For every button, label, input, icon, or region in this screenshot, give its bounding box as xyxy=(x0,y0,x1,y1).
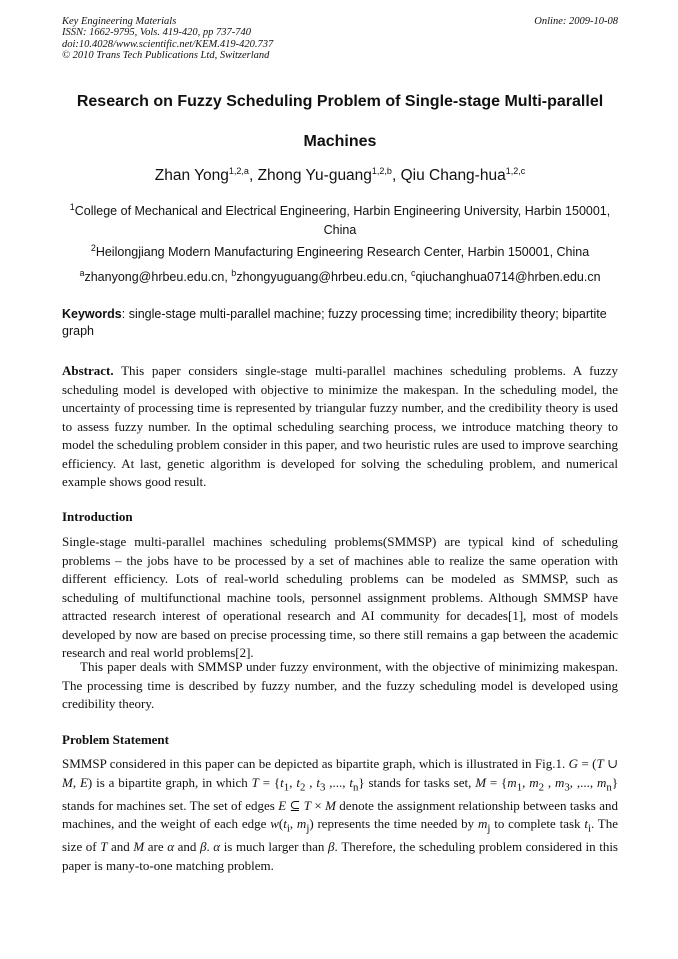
email-marker: c xyxy=(410,267,416,278)
math-var: T xyxy=(100,839,108,855)
keywords xyxy=(62,306,618,340)
text-run: . Therefore, the scheduling problem considered in this paper is many-to-one matching problem. xyxy=(62,839,618,873)
email-separator: , xyxy=(404,270,411,284)
text-run: ) is a bipartite graph, in which xyxy=(87,774,252,790)
text-run: , xyxy=(72,774,80,790)
math-var: m xyxy=(554,774,565,790)
math-var: β xyxy=(199,839,207,855)
affiliation-text: Heilongjiang Modern Manufacturing Engineering Research Center, Harbin 150001, China xyxy=(95,245,590,259)
author-separator: , xyxy=(391,167,401,184)
title-line-2: Machines xyxy=(303,133,377,150)
math-subscript: j xyxy=(487,822,491,835)
problem-statement-heading: Problem Statement xyxy=(62,732,169,747)
text-run: to complete task xyxy=(490,816,585,832)
journal-issn: ISSN: 1662-9795, Vols. 419-420, pp 737-740 xyxy=(62,27,251,39)
author-affiliation-marker: 1,2,c xyxy=(505,165,526,176)
title-line-1: Research on Fuzzy Scheduling Problem of Single-stage Multi-parallel xyxy=(76,93,604,110)
text-run: , xyxy=(544,774,555,790)
text-run: , xyxy=(305,774,317,790)
author-emails xyxy=(62,267,618,284)
text-run: and xyxy=(174,839,200,855)
math-var: E xyxy=(79,774,88,790)
email-marker: b xyxy=(231,267,237,278)
introduction-paragraph-1: Single-stage multi-parallel machines scheduling problems(SMMSP) are typical kind of scheduling problems – the jobs have to be processed by a set of machines able to realize the same operation with different efficiency. Lots of real-world scheduling problems can be modeled as SMMSP, such as scheduling of multifunctional machine tools, personnel assignment problems. Although SMMSP have attracted research interest of operational research and AI community for decades[1], most of models developed by now are based on precise processing time, so there still remains a gap between the academic research and real world problems[2]. xyxy=(62,534,618,660)
math-var: m xyxy=(478,816,488,832)
journal-copyright: © 2010 Trans Tech Publications Ltd, Switzerland xyxy=(62,49,270,61)
math-var: M xyxy=(133,839,145,855)
math-var: m xyxy=(507,774,517,790)
math-symbol: ∪ xyxy=(603,756,618,771)
text-run: and xyxy=(107,839,134,855)
author-affiliation-marker: 1,2,b xyxy=(371,165,392,176)
affiliation-1 xyxy=(62,202,618,240)
math-var: E xyxy=(278,797,287,813)
abstract-text: This paper considers single-stage multi-parallel machines scheduling problems. A fuzzy scheduling model is developed with objective to minimize the makespan. In the scheduling model, the uncertainty of processing time is represented by triangular fuzzy number, and the credibility theory is used to assess fuzzy number. In the optimal scheduling searching process, we introduce matching theory to model the scheduling problem consider in this paper, and two heuristic rules are used to improve searching efficiency. At last, genetic algorithm is developed for solving the scheduling problem, and numerical example shows good result. xyxy=(62,363,618,489)
text-run: . xyxy=(206,839,214,855)
journal-name: Key Engineering Materials xyxy=(62,16,177,27)
text-run: SMMSP considered in this paper can be depicted as bipartite graph, which is illustrated in Fig.1. xyxy=(62,756,569,771)
math-subscript: 1 xyxy=(283,781,290,794)
author-separator: , xyxy=(248,167,258,184)
math-var: t xyxy=(584,816,588,832)
email-address: qiuchanghua0714@hrben.edu.cn xyxy=(415,270,601,284)
math-subscript: n xyxy=(606,781,612,794)
math-var: α xyxy=(213,839,221,855)
email-separator: , xyxy=(224,270,232,284)
math-var: t xyxy=(349,774,353,790)
author-list xyxy=(62,167,618,185)
math-var: G xyxy=(568,756,579,771)
math-var: α xyxy=(167,839,175,855)
text-run: . The size of xyxy=(62,816,619,855)
author-name: Zhan Yong xyxy=(154,167,229,184)
math-var: t xyxy=(280,774,284,790)
math-var: m xyxy=(529,774,539,790)
text-run: ) represents the time needed by xyxy=(309,816,478,832)
math-subscript: j xyxy=(306,822,310,835)
text-run: ( xyxy=(278,816,284,832)
problem-statement-paragraph xyxy=(62,755,618,875)
author-name: Qiu Chang-hua xyxy=(400,167,506,184)
math-var: w xyxy=(270,816,279,832)
text-run: = ( xyxy=(578,756,597,771)
math-var: m xyxy=(597,774,607,790)
math-subscript: 2 xyxy=(538,781,545,794)
text-run: , xyxy=(522,774,530,790)
text-run: is much larger than xyxy=(220,839,329,855)
abstract-label: Abstract. xyxy=(62,363,114,378)
math-subscript: 3 xyxy=(564,781,570,794)
author-affiliation-marker: 1,2,a xyxy=(228,165,249,176)
math-symbol: ⊆ xyxy=(286,797,304,813)
text-run: , xyxy=(289,816,297,832)
math-subscript: i xyxy=(587,822,591,835)
author-name: Zhong Yu-guang xyxy=(257,167,372,184)
math-subscript: 2 xyxy=(299,781,306,794)
paper-title xyxy=(62,82,618,162)
math-var: T xyxy=(303,797,312,813)
affiliation-2 xyxy=(62,243,618,262)
journal-header xyxy=(62,16,618,61)
math-var: β xyxy=(328,839,335,855)
text-run: = { xyxy=(486,774,508,790)
math-var: t xyxy=(296,774,300,790)
online-date: Online: 2009-10-08 xyxy=(534,16,618,27)
affiliation-marker: 1 xyxy=(69,201,75,212)
math-var: T xyxy=(596,756,604,771)
math-subscript: 3 xyxy=(319,781,326,794)
abstract xyxy=(62,362,618,492)
math-var: m xyxy=(296,816,307,832)
math-var: M xyxy=(62,774,73,790)
math-subscript: 1 xyxy=(516,781,523,794)
introduction-heading: Introduction xyxy=(62,509,133,524)
email-address: zhongyuguang@hrbeu.edu.cn xyxy=(236,270,404,284)
text-run: , xyxy=(289,774,297,790)
math-var: M xyxy=(475,774,487,790)
math-var: M xyxy=(325,797,336,813)
math-symbol: × xyxy=(311,797,326,813)
affiliation-marker: 2 xyxy=(90,242,96,253)
math-var: T xyxy=(251,774,259,790)
email-marker: a xyxy=(79,267,85,278)
affiliation-text: College of Mechanical and Electrical Engineering, Harbin Engineering University, Harbin 150001, China xyxy=(74,204,611,237)
text-run: ,..., xyxy=(325,774,350,790)
text-run: denote the assignment relationship between tasks and machines, and the weight of each edge xyxy=(62,797,618,832)
keywords-label: Keywords xyxy=(62,307,122,321)
text-run: } stands for machines set. The set of edges xyxy=(62,774,619,813)
text-run: are xyxy=(144,839,168,855)
math-subscript: i xyxy=(286,822,290,835)
introduction-paragraph-2: This paper deals with SMMSP under fuzzy environment, with the objective of minimizing makespan. The processing time is described by fuzzy number, and the fuzzy scheduling model is developed using credibility theory. xyxy=(62,659,618,711)
math-var: t xyxy=(283,816,287,832)
text-run: = { xyxy=(258,774,281,790)
email-address: zhanyong@hrbeu.edu.cn xyxy=(84,270,225,284)
text-run: , ,..., xyxy=(569,774,597,790)
text-run: } stands for tasks set, xyxy=(358,774,476,790)
keywords-text: : single-stage multi-parallel machine; fuzzy processing time; incredibility theory; bipartite graph xyxy=(62,307,607,338)
math-var: t xyxy=(316,774,320,790)
journal-doi: doi:10.4028/www.scientific.net/KEM.419-420.737 xyxy=(62,38,274,50)
math-subscript: n xyxy=(352,781,359,794)
